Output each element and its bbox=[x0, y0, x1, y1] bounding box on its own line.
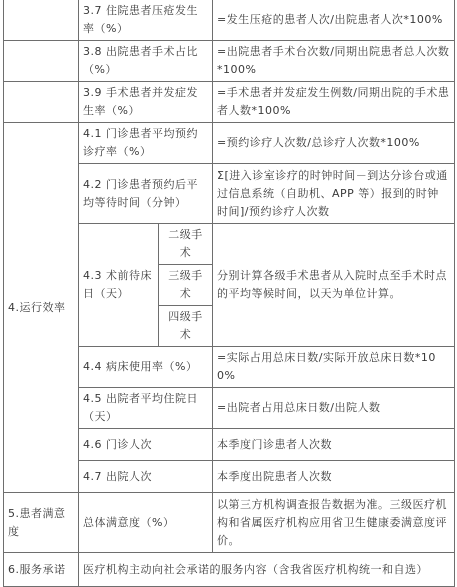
table-row bbox=[4, 0, 455, 41]
formula-cell: =出院患者手术台次数/同期出院患者总人次数*100% bbox=[213, 41, 455, 82]
indicator-cell: 3.9 手术患者并发症发生率（%） bbox=[79, 82, 213, 123]
category-cell: 4.运行效率 bbox=[4, 123, 79, 493]
table-row bbox=[4, 553, 455, 587]
indicator-cell: 4.7 出院人次 bbox=[79, 461, 213, 493]
category-cell-continued bbox=[4, 0, 79, 41]
indicator-cell: 4.2 门诊患者预约后平均等待时间（分钟） bbox=[79, 164, 213, 224]
surgery-level-cell: 四级手术 bbox=[159, 306, 213, 347]
indicator-table bbox=[3, 0, 455, 587]
indicator-cell: 4.3 术前待床日（天） bbox=[79, 224, 159, 347]
indicator-cell: 3.8 出院患者手术占比（%） bbox=[79, 41, 213, 82]
formula-cell: 本季度出院患者人次数 bbox=[213, 461, 455, 493]
table-row bbox=[4, 82, 455, 123]
indicator-cell: 4.6 门诊人次 bbox=[79, 429, 213, 461]
indicator-cell: 3.7 住院患者压疮发生率（%） bbox=[79, 0, 213, 41]
indicator-cell: 总体满意度（%） bbox=[79, 493, 213, 553]
indicator-cell: 4.4 病床使用率（%） bbox=[79, 347, 213, 388]
formula-cell: 分别计算各级手术患者从入院时点至手术时点的平均等候时间，以天为单位计算。 bbox=[213, 224, 455, 347]
formula-cell: =发生压疮的患者人次/出院患者人次*100% bbox=[213, 0, 455, 41]
category-cell-continued bbox=[4, 41, 79, 82]
formula-cell: 本季度门诊患者人次数 bbox=[213, 429, 455, 461]
table-row bbox=[4, 41, 455, 82]
table-row bbox=[4, 493, 455, 553]
category-cell: 6.服务承诺 bbox=[4, 553, 79, 587]
formula-cell: =手术患者并发症发生例数/同期出院的手术患者人数*100% bbox=[213, 82, 455, 123]
formula-cell: =实际占用总床日数/实际开放总床日数*100% bbox=[213, 347, 455, 388]
category-cell-continued bbox=[4, 82, 79, 123]
surgery-level-cell: 二级手术 bbox=[159, 224, 213, 265]
category-cell: 5.患者满意度 bbox=[4, 493, 79, 553]
formula-cell: 以第三方机构调查报告数据为准。三级医疗机构和省属医疗机构应用省卫生健康委满意度评价。 bbox=[213, 493, 455, 553]
formula-cell: =预约诊疗人次数/总诊疗人次数*100% bbox=[213, 123, 455, 164]
indicator-cell: 4.1 门诊患者平均预约诊疗率（%） bbox=[79, 123, 213, 164]
surgery-level-cell: 三级手术 bbox=[159, 265, 213, 306]
indicator-cell: 4.5 出院者平均住院日（天） bbox=[79, 388, 213, 429]
formula-cell: =出院者占用总床日数/出院人数 bbox=[213, 388, 455, 429]
table-row bbox=[4, 123, 455, 164]
commitment-cell: 医疗机构主动向社会承诺的服务内容（含我省医疗机构统一和自选） bbox=[79, 553, 455, 587]
formula-cell: Σ[进入诊室诊疗的时钟时间－到达分诊台或通过信息系统（自助机、APP 等）报到的时钟时间]/预约诊疗人次数 bbox=[213, 164, 455, 224]
